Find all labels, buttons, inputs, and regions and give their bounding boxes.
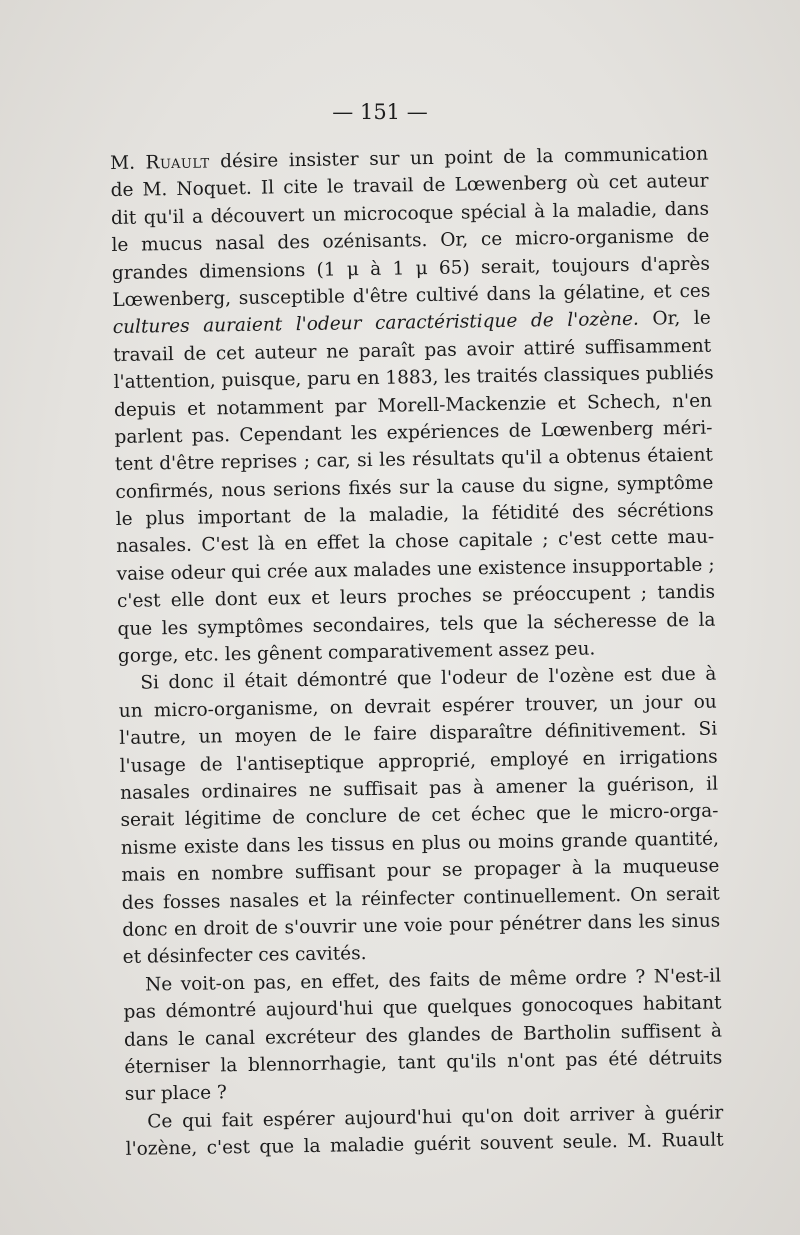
text-run: confirmés, nous serions fixés sur la cause du signe, symptôme (115, 472, 714, 503)
text-run: Ne voit-on pas, en effet, des faits de même ordre ? N'est-il (144, 965, 722, 996)
paragraph (123, 962, 723, 1108)
text-run: parlent pas. Cependant les expériences de Lœwenberg méri- (114, 417, 713, 448)
text-run: M. (110, 152, 146, 174)
text-run: Ce qui fait espérer aujourd'hui qu'on doit arriver à guérir (147, 1102, 724, 1133)
body-text (110, 141, 724, 1164)
paragraph (118, 661, 721, 972)
text-run: sur place ? (124, 1082, 228, 1106)
text-run: depuis et notamment par Morell-Mackenzie et Schech, n'en (113, 390, 713, 421)
text-run: de M. Noquet. Il cite le travail de Lœwenberg où cet auteur (110, 170, 709, 202)
text-run: Lœwenberg, susceptible d'être cultivé dans la gélatine, et ces (112, 280, 711, 311)
text-run: l'attention, puisque, paru en 1883, les traités classiques publiés (113, 362, 714, 394)
text-run: l'ozène, c'est que la maladie guérit souvent seule. M. Ruault (125, 1129, 724, 1160)
paragraph (125, 1099, 724, 1163)
text-run: donc en droit de s'ouvrir une voie pour pénétrer dans les sinus (122, 910, 721, 941)
text-run: le mucus nasal des ozénisants. Or, ce micro-organisme de (111, 225, 710, 257)
text-run: un micro-organisme, on devrait espérer trouver, un jour ou (118, 691, 717, 722)
text-run: gorge, etc. les gênent comparativement assez peu. (117, 638, 596, 667)
text-run: des fosses nasales et la réinfecter continuellement. On serait (121, 883, 720, 914)
text-run: nasales. C'est là en effet la chose capitale ; c'est cette mau- (116, 527, 715, 558)
text-run: dans le canal excréteur des glandes de Bartholin suffisent à (123, 1019, 723, 1051)
text-run: nisme existe dans les tissus en plus ou moins grande quantité, (120, 828, 720, 859)
text-run: l'usage de l'antiseptique approprié, employé en irrigations (119, 746, 718, 777)
paragraph (110, 141, 716, 671)
page-number: — 151 — (332, 100, 428, 124)
text-run: que les symptômes secondaires, tels que la sécheresse de la (117, 609, 716, 640)
text-run: nasales ordinaires ne suffisait pas à amener la guérison, il (119, 773, 719, 804)
text-run: grandes dimensions (1 μ à 1 μ 65) serait, toujours d'après (111, 253, 711, 284)
author-name: Ruault (145, 151, 210, 174)
text-run: serait légitime de conclure de cet échec que le micro-orga- (120, 800, 719, 832)
text-run: l'autre, un moyen de le faire disparaître définitivement. Si (119, 718, 718, 750)
text-run: tent d'être reprises ; car, si les résultats qu'il a obtenus étaient (114, 444, 714, 476)
text-run: Or, le (638, 307, 711, 331)
italic-phrase: cultures auraient l'odeur caractéristique de l'ozène. (112, 309, 640, 339)
text-run: dit qu'il a découvert un microcoque spécial à la maladie, dans (110, 198, 710, 229)
text-run: le plus important de la maladie, la fétidité des sécrétions (115, 499, 714, 531)
text-run: éterniser la blennorrhagie, tant qu'ils n'ont pas été détruits (124, 1047, 723, 1078)
text-run: travail de cet auteur ne paraît pas avoir attiré suffisamment (113, 335, 712, 366)
text-run: c'est elle dont eux et leurs proches se préoccupent ; tandis (116, 581, 716, 613)
text-run: Si donc il était démontré que l'odeur de l'ozène est due à (140, 663, 717, 695)
text-run: et désinfecter ces cavités. (122, 943, 367, 969)
text-run: vaise odeur qui crée aux malades une existence insupportable ; (116, 554, 715, 585)
text-run: pas démontré aujourd'hui que quelques gonocoques habitant (123, 992, 722, 1024)
text-run: mais en nombre suffisant pour se propager à la muqueuse (121, 855, 720, 887)
text-run: désire insister sur un point de la communication (209, 143, 709, 173)
